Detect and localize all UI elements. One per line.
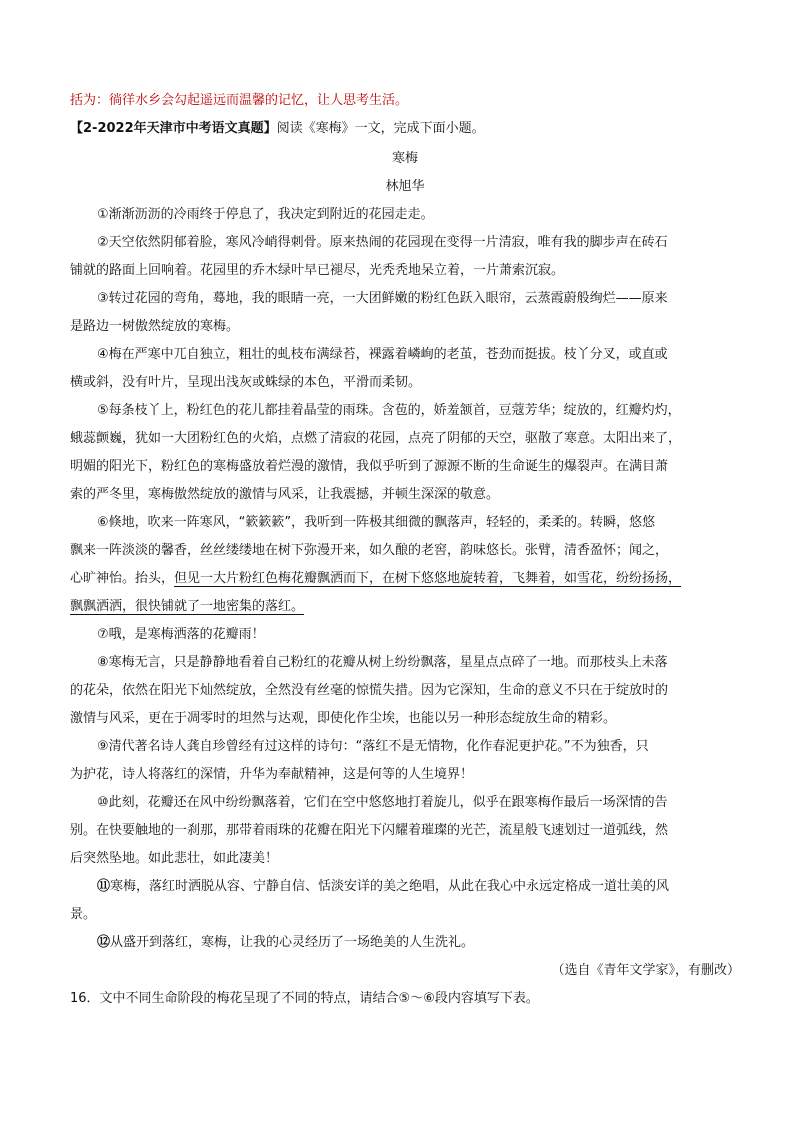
answer-text: 徜徉水乡会勾起遥远而温馨的记忆，让人思考生活。 [109, 93, 409, 108]
para-5-line-1: ⑤每条枝丫上，粉红色的花儿都挂着晶莹的雨珠。含苞的，娇羞颔首，豆蔻芳华；绽放的，红瓣灼灼， [97, 403, 681, 418]
para-1: ①渐渐沥沥的冷雨终于停息了，我决定到附近的花园走走。 [97, 207, 434, 222]
underlined-sentence-end: 飘飘洒洒，很快铺就了一地密集的落红。 [70, 599, 305, 614]
para-8-line-3: 激情与风采，更在于凋零时的坦然与达观，即使化作尘埃，也能以另一种形态绽放生命的精彩。 [70, 711, 617, 726]
para-6-line-3 [70, 570, 681, 588]
para-4-line-2: 横或斜，没有叶片，呈现出浅灰或蛛绿的本色，平滑而柔韧。 [70, 375, 422, 390]
para-6-line-4 [70, 598, 304, 616]
para-6-line-2: 飘来一阵淡淡的馨香，丝丝缕缕地在树下弥漫开来，如久酿的老窖，韵味悠长。张臂，清香盈怀；闻之， [70, 543, 669, 558]
source-note: （选自《青年文学家》，有删改） [551, 963, 740, 978]
question-instruction: 阅读《寒梅》一文，完成下面小题。 [276, 121, 485, 136]
para-11-line-1 [97, 878, 669, 896]
para-5-line-4: 索的严冬里，寒梅傲然绽放的激情与风采，让我震撼，并顿生深深的敬意。 [70, 487, 500, 502]
para-4-line-1: ④梅在严寒中兀自独立，粗壮的虬枝布满绿苔，裸露着嶙峋的老茧，苍劲而挺拔。枝丫分叉，或直或 [97, 347, 668, 362]
para-8-line-1: ⑧寒梅无言，只是静静地看着自己粉红的花瓣从树上纷纷飘落，星星点点碎了一地。而那枝头上未落 [97, 655, 668, 670]
underlined-sentence: 但见一大片粉红色梅花瓣飘洒而下，在树下悠悠地旋转着，飞舞着，如雪花，纷纷扬扬， [174, 571, 682, 586]
para-8-line-2: 的花朵，依然在阳光下灿然绽放，全然没有丝毫的惊慌失措。因为它深知，生命的意义不只在于绽放时的 [70, 683, 669, 698]
para-2-line-2: 铺就的路面上回响着。花园里的乔木绿叶早已褪尽，光秃秃地呆立着，一片萧索沉寂。 [70, 263, 565, 278]
para-9-line-2: 为护花，诗人将落红的深情，升华为奉献精神，这是何等的人生境界！ [70, 767, 474, 782]
answer-tail [70, 92, 408, 110]
para-12-number: ⑫ [97, 935, 111, 950]
question-header [70, 120, 485, 138]
para-6-line-1: ⑥倏地，吹来一阵寒风，“簌簌簌”，我听到一阵极其细微的飘落声，轻轻的，柔柔的。转瞬，悠悠 [97, 515, 656, 530]
para-10-line-3: 后突然坠地。如此悲壮，如此凄美！ [70, 851, 279, 866]
para-12-text: 从盛开到落红，寒梅，让我的心灵经历了一场绝美的人生洗礼。 [110, 935, 475, 950]
para-2-line-1: ②天空依然阴郁着脸，寒风冷峭得刺骨。原来热闹的花园现在变得一片清寂，唯有我的脚步声在砖石 [97, 235, 668, 250]
para-11-line-2: 景。 [70, 907, 97, 922]
para-7: ⑦哦，是寒梅洒落的花瓣雨！ [97, 627, 265, 642]
para-11-number: ⑪ [97, 879, 111, 894]
para-3-line-2: 是路边一树傲然绽放的寒梅。 [70, 319, 240, 334]
para-11-text: 寒梅，落红时洒脱从容、宁静自信、恬淡安详的美之绝唱，从此在我心中永远定格成一道壮美的风 [110, 879, 670, 894]
question-source: 【2-2022年天津市中考语文真题】 [70, 121, 277, 136]
article-author: 林旭华 [385, 179, 425, 194]
para-12 [97, 934, 474, 952]
para-5-line-2: 蛾蕊颤巍，犹如一大团粉红色的火焰，点燃了清寂的花园，点亮了阴郁的天空，驱散了寒意。太阳出来了， [70, 431, 682, 446]
article-title: 寒梅 [391, 151, 418, 166]
para-3-line-1: ③转过花园的弯角，蓦地，我的眼睛一亮，一大团鲜嫩的粉红色跃入眼帘，云蒸霞蔚般绚烂——原来 [97, 291, 668, 306]
para-10-line-1: ⑩此刻，花瓣还在风中纷纷飘落着，它们在空中悠悠地打着旋儿，似乎在跟寒梅作最后一场深情的告 [97, 795, 668, 810]
answer-label: 括为： [70, 93, 110, 108]
para-6-line-3-start: 心旷神怡。抬头， [70, 571, 175, 586]
para-5-line-3: 明媚的阳光下，粉红色的寒梅盛放着烂漫的激情，我似乎听到了源源不断的生命诞生的爆裂声。在满目萧 [70, 459, 669, 474]
para-10-line-2: 别。在快要触地的一刹那，那带着雨珠的花瓣在阳光下闪耀着璀璨的光芒，流星般飞速划过一道弧线，然 [70, 823, 669, 838]
question-16: 16．文中不同生命阶段的梅花呈现了不同的特点，请结合⑤～⑥段内容填写下表。 [70, 991, 539, 1006]
para-9-line-1: ⑨清代著名诗人龚自珍曾经有过这样的诗句：“落红不是无情物，化作春泥更护花。”不为独香，只 [97, 739, 649, 754]
